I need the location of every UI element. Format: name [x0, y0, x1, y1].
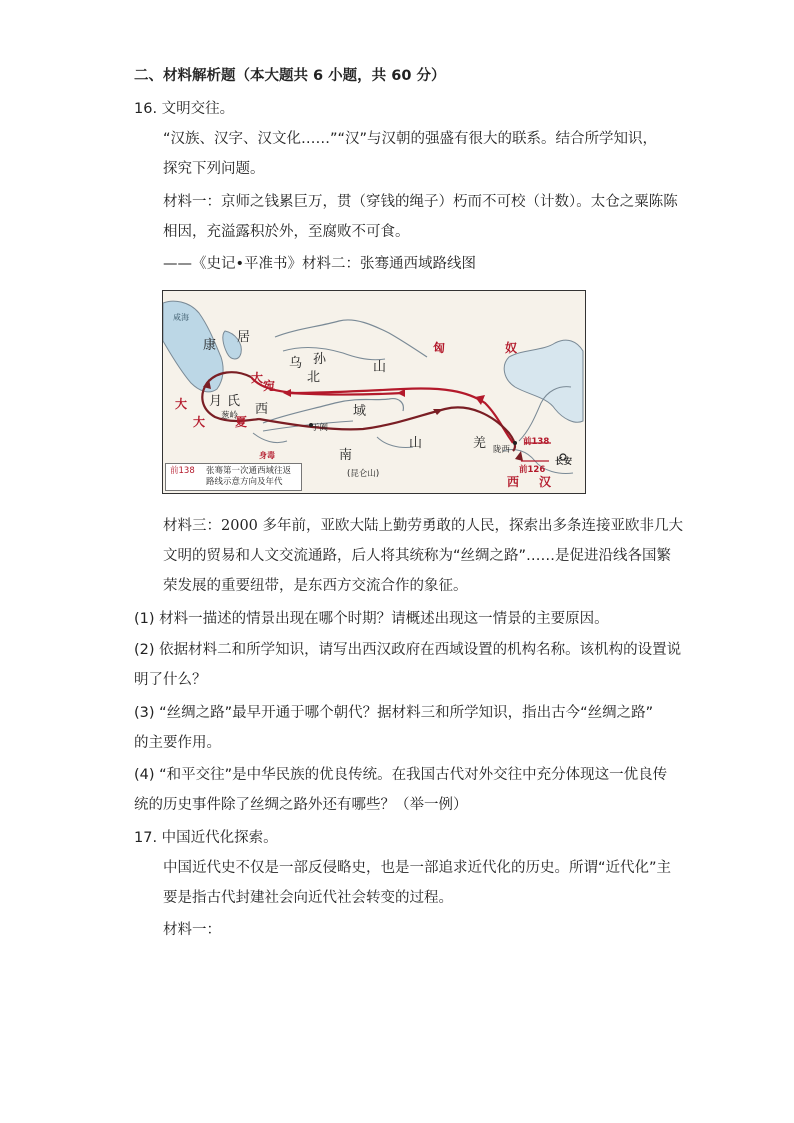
map-label-beishan-2: 山 [373, 360, 387, 375]
map-label-yutian: 于阗 [311, 423, 329, 433]
map-label-qiang: 羌 [473, 436, 487, 451]
map-label-nanshan-1: 南 [339, 448, 353, 463]
q16-sub4-line2: 统的历史事件除了丝绸之路外还有哪些？（举一例） [134, 797, 468, 813]
q16-intro-line1: “汉族、汉字、汉文化……”“汉”与汉朝的强盛有很大的联系。结合所学知识， [163, 131, 658, 147]
q16-intro-line2: 探究下列问题。 [163, 161, 265, 177]
map-label-year-126: 前126 [519, 465, 546, 475]
q16-material3-line2: 文明的贸易和人文交流通路，后人将其统称为“丝绸之路”……是促进沿线各国繁 [163, 548, 672, 564]
map-label-wusun-2: 孙 [313, 352, 327, 367]
q17-intro-line1: 中国近代史不仅是一部反侵略史，也是一部追求近代化的历史。所谓“近代化”主 [163, 860, 672, 876]
map-label-daxia-2: 夏 [235, 415, 248, 429]
arrow-northwest [475, 395, 485, 405]
legend-year: 前138 [170, 466, 195, 476]
tarim-river [263, 399, 403, 423]
north-river [275, 320, 427, 357]
map-label-dayuezhi-3: 氏 [227, 394, 241, 409]
q16-sub2-line2: 明了什么？ [134, 672, 207, 688]
map-label-xihan-2: 汉 [539, 475, 552, 489]
map-label-xiyu-2: 域 [353, 404, 367, 419]
map-label-longxi: 陇西 [493, 445, 511, 455]
kunlun-line [377, 437, 413, 448]
question-17-title: 17. 中国近代化探索。 [134, 830, 278, 846]
south-mountain-line [253, 433, 287, 443]
map-label-changan: 长安 [555, 457, 573, 467]
map-label-kangju-2: 居 [237, 330, 251, 345]
q16-material3-line3: 荣发展的重要纽带，是东西方交流合作的象征。 [163, 578, 468, 594]
map-label-xiyu-1: 西 [255, 402, 269, 417]
map-label-xihan-1: 西 [507, 475, 520, 489]
arrow-west-1 [283, 389, 291, 397]
q17-material1-label: 材料一： [163, 922, 221, 938]
map-label-congling: 葱岭 [221, 411, 239, 421]
map-label-aral-sea: 咸海 [173, 313, 189, 322]
q16-material1-line1: 材料一：京师之钱累巨万，贯（穿钱的绳子）朽而不可校（计数）。太仓之粟陈陈 [163, 194, 678, 210]
map-label-kunlun: (昆仑山) [347, 469, 380, 479]
map-label-shendu: 身毒 [259, 451, 275, 460]
map-label-wusun-1: 乌 [289, 356, 303, 371]
map-legend [165, 463, 302, 491]
legend-text-line1: 张骞第一次通西域往返 [206, 466, 292, 476]
map-label-dawan-1: 大 [251, 371, 264, 385]
map-label-beishan-1: 北 [307, 370, 321, 385]
longxi-marker [513, 441, 517, 445]
map-label-year-138: 前138 [523, 437, 550, 447]
map-label-kangju-1: 康 [203, 338, 217, 353]
legend-text-line2: 路线示意方向及年代 [206, 477, 283, 487]
q16-material1-source: ——《史记•平准书》材料二：张骞通西域路线图 [163, 256, 477, 272]
q16-sub3-line1: (3) “丝绸之路”最早开通于哪个朝代？据材料三和所学知识，指出古今“丝绸之路” [134, 705, 654, 721]
map-label-dayuezhi-2: 月 [209, 394, 223, 409]
map-label-dawan-2: 宛 [263, 379, 276, 393]
map-label-daxia-1: 大 [193, 415, 206, 429]
q16-material1-line2: 相因，充溢露积於外，至腐败不可食。 [163, 224, 410, 240]
map-label-nanshan-2: 山 [409, 436, 423, 451]
question-16-title: 16. 文明交往。 [134, 101, 235, 117]
section-heading: 二、材料解析题（本大题共 6 小题，共 60 分） [134, 68, 446, 84]
q16-sub1: (1) 材料一描述的情景出现在哪个时期？请概述出现这一情景的主要原因。 [134, 611, 609, 627]
route-middle [289, 393, 403, 395]
q16-sub2-line1: (2) 依据材料二和所学知识，请写出西汉政府在西域设置的机构名称。该机构的设置说 [134, 642, 682, 658]
arrow-changan [515, 451, 523, 461]
q16-sub3-line2: 的主要作用。 [134, 735, 221, 751]
q17-intro-line2: 要是指古代封建社会向近代社会转变的过程。 [163, 890, 453, 906]
q16-sub4-line1: (4) “和平交往”是中华民族的优良传统。在我国古代对外交往中充分体现这一优良传 [134, 767, 668, 783]
zhang-qian-route-map [162, 290, 586, 494]
map-label-xiongnu-2: 奴 [505, 341, 518, 355]
q16-material3-line1: 材料三：2000 多年前，亚欧大陆上勤劳勇敢的人民，探索出多条连接亚欧非几大 [163, 518, 684, 534]
map-label-dayuezhi-1: 大 [175, 397, 188, 411]
map-label-xiongnu-1: 匈 [433, 341, 446, 355]
